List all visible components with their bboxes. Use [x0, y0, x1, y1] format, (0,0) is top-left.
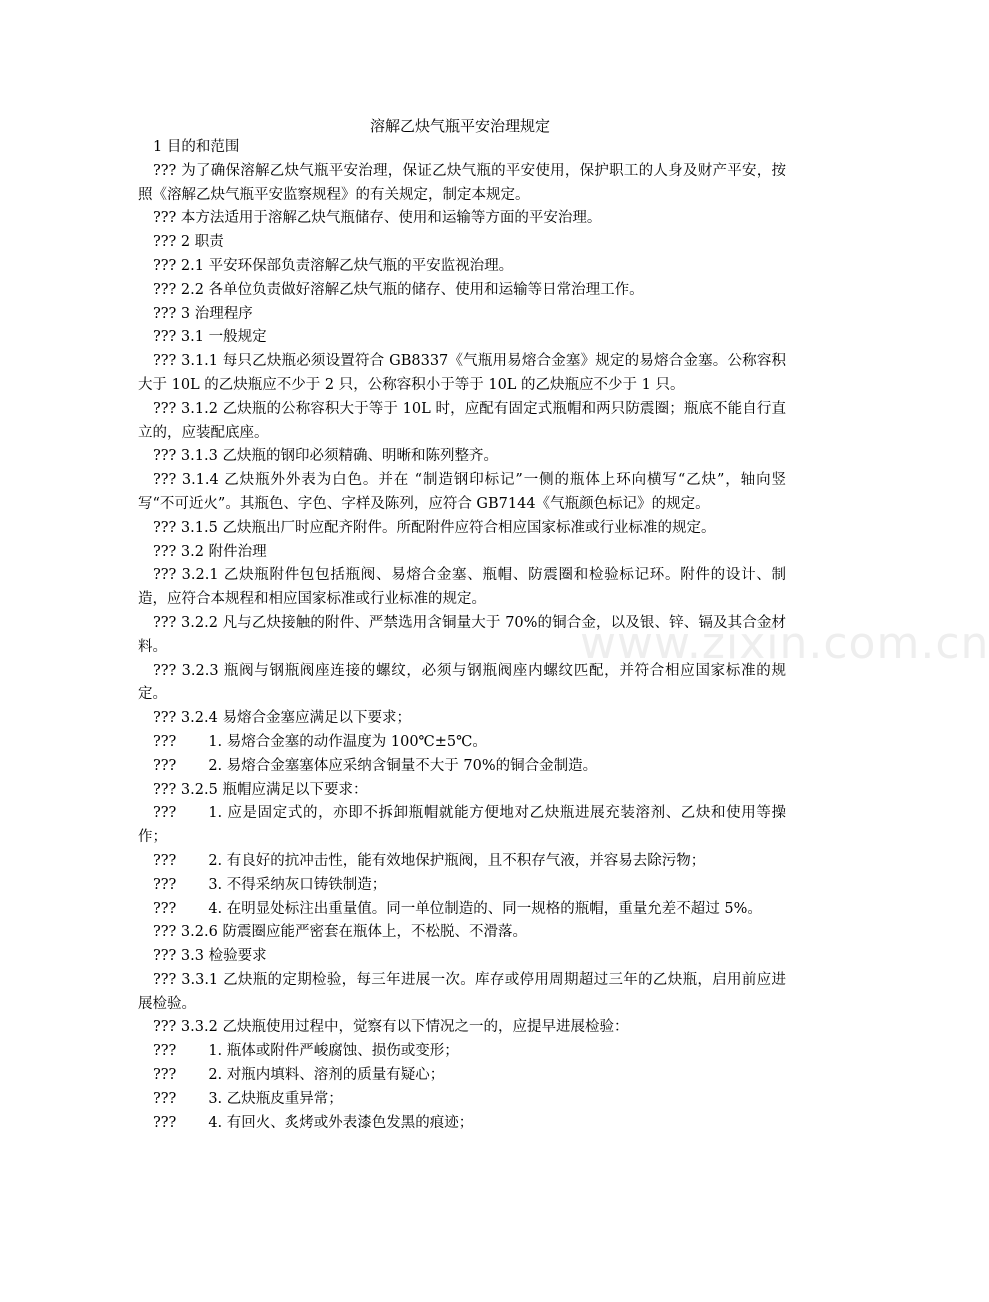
paragraph	[138, 898, 786, 922]
paragraph-prefix: ???	[153, 757, 177, 774]
paragraph-prefix: ???	[153, 1067, 177, 1084]
paragraph	[138, 850, 786, 874]
paragraph-text: 3 治理程序	[176, 305, 253, 322]
paragraph-text: 3.2.2 凡与乙炔接触的附件、严禁选用含铜量大于 70%的铜合金，以及银、锌、镉及其合金材料。	[138, 614, 786, 655]
paragraph-prefix: ???	[153, 353, 177, 370]
paragraph-prefix: ???	[153, 1019, 177, 1036]
paragraph-prefix: ???	[153, 567, 177, 584]
paragraph	[138, 707, 786, 731]
paragraph-prefix: ???	[153, 805, 177, 822]
document-title: 溶解乙炔气瓶平安治理规定	[369, 117, 550, 135]
paragraph-text: 2. 有良好的抗冲击性，能有效地保护瓶阀，且不积存气液，并容易去除污物；	[208, 852, 706, 869]
paragraph-text: 2. 易熔合金塞塞体应采纳含铜量不大于 70%的铜合金制造。	[208, 757, 598, 774]
paragraph-prefix: ???	[153, 519, 177, 536]
paragraph	[138, 660, 786, 708]
paragraph	[138, 350, 786, 398]
paragraph	[138, 921, 786, 945]
paragraph	[138, 564, 786, 612]
paragraph-prefix: ???	[153, 162, 177, 179]
paragraph-text: 3.1.3 乙炔瓶的钢印必须精确、明晰和陈列整齐。	[176, 448, 498, 465]
paragraph-prefix: ???	[153, 924, 177, 941]
paragraph-text: 3.2.6 防震圈应能严密套在瓶体上，不松脱、不滑落。	[176, 924, 527, 941]
paragraph-prefix: ???	[153, 971, 177, 988]
paragraph-text: 3.3.1 乙炔瓶的定期检验，每三年进展一次。库存或停用周期超过三年的乙炔瓶，启用前应进展检验。	[138, 971, 786, 1012]
paragraph	[138, 1016, 786, 1040]
paragraph-prefix: ???	[153, 472, 177, 489]
paragraph	[138, 1088, 786, 1112]
paragraph	[138, 160, 786, 208]
paragraph-text: 3. 乙炔瓶皮重异常；	[208, 1090, 343, 1107]
paragraph	[138, 755, 786, 779]
paragraph-text: 3.3 检验要求	[176, 948, 267, 965]
paragraph-text: 1 目的和范围	[153, 139, 240, 155]
paragraph-text: 3.2.5 瓶帽应满足以下要求：	[176, 781, 368, 798]
paragraph-prefix: ???	[153, 876, 177, 893]
paragraph-text: 为了确保溶解乙炔气瓶平安治理，保证乙炔气瓶的平安使用，保护职工的人身及财产平安，按照《溶解乙炔气瓶平安监察规程》的有关规定，制定本规定。	[138, 162, 786, 203]
paragraph-prefix: ???	[153, 733, 177, 750]
paragraph-prefix: ???	[153, 257, 177, 274]
paragraph-prefix: ???	[153, 400, 177, 417]
paragraph-prefix: ???	[153, 900, 177, 917]
paragraph-text: 3.2.3 瓶阀与钢瓶阀座连接的螺纹，必须与钢瓶阀座内螺纹匹配，并符合相应国家标准的规定。	[138, 662, 786, 703]
paragraph-text: 3.1 一般规定	[176, 329, 267, 346]
paragraph	[138, 1064, 786, 1088]
paragraph-prefix: ???	[153, 614, 177, 631]
paragraph-text: 2. 对瓶内填料、溶剂的质量有疑心；	[208, 1067, 445, 1084]
paragraph-prefix: ???	[153, 305, 177, 322]
paragraph	[138, 779, 786, 803]
paragraph	[138, 541, 786, 565]
paragraph-text: 3.1.4 乙炔瓶外外表为白色。并在 “制造钢印标记”一侧的瓶体上环向横写“乙炔”，轴向竖写“不可近火”。其瓶色、字色、字样及陈列，应符合 GB7144《气瓶颜色标记》的规定。	[138, 472, 786, 512]
paragraph-prefix: ???	[153, 1090, 177, 1107]
paragraph-prefix: ???	[153, 948, 177, 965]
paragraph	[138, 731, 786, 755]
paragraph-prefix: ???	[153, 852, 177, 869]
paragraph-text: 3.1.1 每只乙炔瓶必须设置符合 GB8337《气瓶用易熔合金塞》规定的易熔合金塞。公称容积大于 10L 的乙炔瓶应不少于 2 只，公称容积小于等于 10L 的乙炔瓶应不少于 1 只。	[138, 353, 786, 393]
paragraph-text: 3.2 附件治理	[176, 543, 267, 560]
paragraph	[138, 398, 786, 446]
paragraph-text: 2.2 各单位负责做好溶解乙炔气瓶的储存、使用和运输等日常治理工作。	[176, 281, 644, 298]
paragraph	[138, 279, 786, 303]
paragraph	[138, 1040, 786, 1064]
paragraph-prefix: ???	[153, 1043, 177, 1060]
paragraph	[138, 969, 786, 1017]
paragraph-prefix: ???	[153, 210, 177, 227]
paragraph-text: 2.1 平安环保部负责溶解乙炔气瓶的平安监视治理。	[176, 257, 514, 274]
paragraph	[138, 802, 786, 850]
paragraph-prefix: ???	[153, 448, 177, 465]
paragraph	[138, 874, 786, 898]
paragraph	[138, 945, 786, 969]
paragraph	[138, 445, 786, 469]
paragraph	[138, 469, 786, 517]
paragraph-prefix: ???	[153, 1114, 177, 1131]
paragraph-text: 1. 易熔合金塞的动作温度为 100℃±5℃。	[208, 733, 487, 750]
paragraph	[138, 612, 786, 660]
paragraph-prefix: ???	[153, 543, 177, 560]
paragraph-text: 1. 瓶体或附件严峻腐蚀、损伤或变形；	[208, 1043, 459, 1060]
paragraph	[138, 517, 786, 541]
paragraph-text: 3.2.4 易熔合金塞应满足以下要求；	[176, 710, 411, 727]
paragraph-text: 3.1.2 乙炔瓶的公称容积大于等于 10L 时，应配有固定式瓶帽和两只防震圈；瓶底不能自行直立的，应装配底座。	[138, 400, 786, 441]
paragraph	[138, 136, 786, 160]
paragraph-text: 3.3.2 乙炔瓶使用过程中，觉察有以下情况之一的，应提早进展检验：	[176, 1019, 629, 1036]
paragraph-prefix: ???	[153, 710, 177, 727]
paragraph-prefix: ???	[153, 281, 177, 298]
paragraph	[138, 231, 786, 255]
paragraph-text: 3.2.1 乙炔瓶附件包包括瓶阀、易熔合金塞、瓶帽、防震圈和检验标记环。附件的设计、制造，应符合本规程和相应国家标准或行业标准的规定。	[138, 567, 786, 608]
paragraph	[138, 1112, 786, 1136]
paragraph	[138, 326, 786, 350]
paragraph-prefix: ???	[153, 329, 177, 346]
document-body	[138, 136, 786, 1135]
paragraph	[138, 207, 786, 231]
paragraph-prefix: ???	[153, 662, 177, 679]
paragraph-prefix: ???	[153, 781, 177, 798]
paragraph-text: 2 职责	[176, 234, 224, 251]
paragraph-text: 1. 应是固定式的，亦即不拆卸瓶帽就能方便地对乙炔瓶进展充装溶剂、乙炔和使用等操作；	[138, 805, 786, 846]
paragraph-text: 4. 在明显处标注出重量值。同一单位制造的、同一规格的瓶帽，重量允差不超过 5%。	[208, 900, 762, 917]
paragraph-text: 本方法适用于溶解乙炔气瓶储存、使用和运输等方面的平安治理。	[176, 210, 602, 227]
paragraph	[138, 255, 786, 279]
paragraph	[138, 303, 786, 327]
paragraph-text: 3.1.5 乙炔瓶出厂时应配齐附件。所配附件应符合相应国家标准或行业标准的规定。	[176, 519, 716, 536]
paragraph-prefix: ???	[153, 234, 177, 251]
paragraph-text: 3. 不得采纳灰口铸铁制造；	[208, 876, 387, 893]
paragraph-text: 4. 有回火、炙烤或外表漆色发黑的痕迹；	[208, 1114, 474, 1131]
watermark: www.zixin.com.cn	[580, 618, 989, 669]
